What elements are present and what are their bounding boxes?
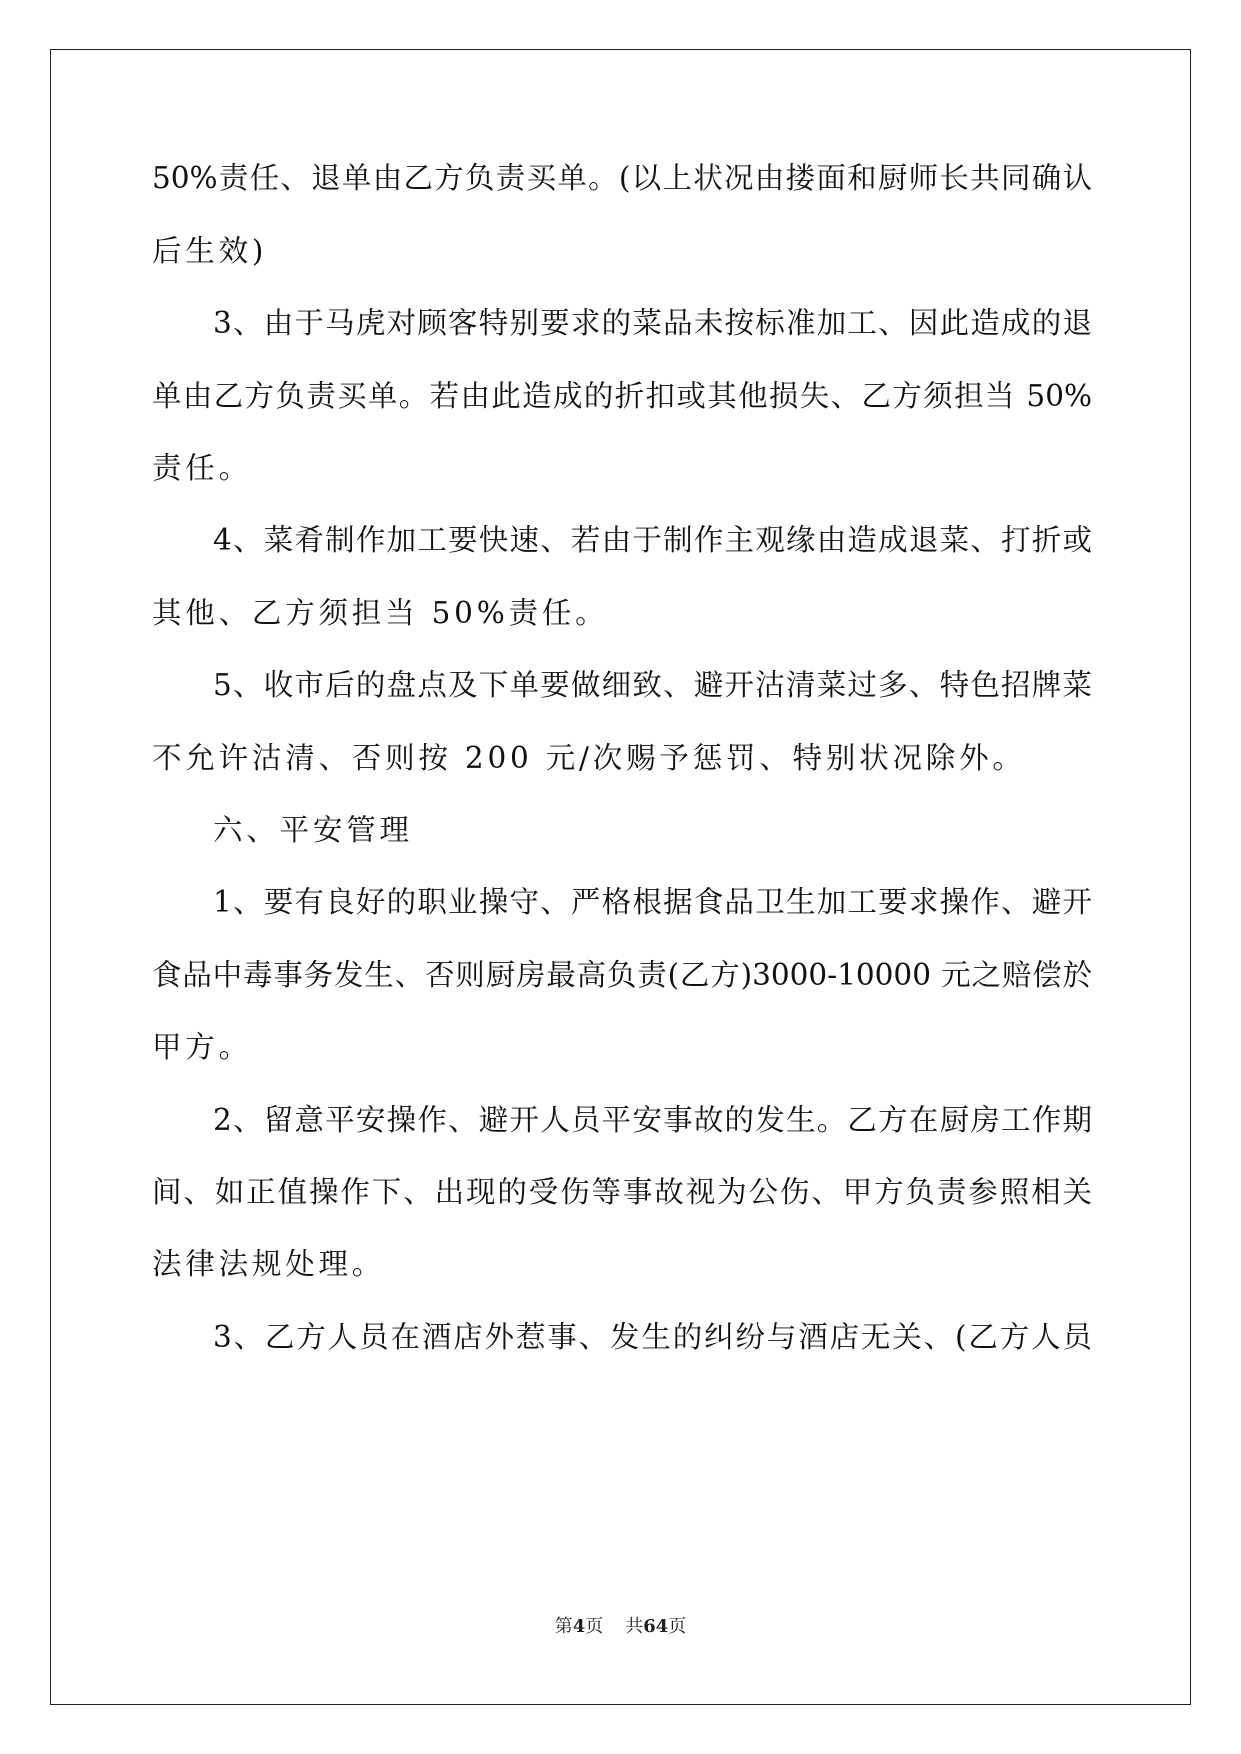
paragraph-line: 法律法规处理。 — [152, 1247, 386, 1281]
paragraph-line: 2、留意平安操作、避开人员平安事故的发生。乙方在厨房工作期 — [213, 1103, 1092, 1137]
paragraph-line: 责任。 — [152, 451, 252, 485]
total-pages: 64 — [643, 1616, 669, 1637]
page-number: 4 — [572, 1616, 586, 1637]
paragraph-line: 不允许沽清、否则按 200 元/次赐予惩罚、特别状况除外。 — [152, 741, 1026, 775]
paragraph-line: 后生效) — [152, 234, 268, 268]
section-heading: 六、平安管理 — [213, 813, 413, 847]
page-footer — [0, 1612, 1241, 1638]
paragraph-line: 50%责任、退单由乙方负责买单。(以上状况由搂面和厨师长共同确认 — [152, 161, 1092, 195]
paragraph-line: 1、要有良好的职业操守、严格根据食品卫生加工要求操作、避开 — [213, 885, 1092, 919]
paragraph-line: 3、乙方人员在酒店外惹事、发生的纠纷与酒店无关、(乙方人员 — [213, 1320, 1092, 1354]
paragraph-line: 间、如正值操作下、出现的受伤等事故视为公伤、甲方负责参照相关 — [152, 1175, 1092, 1209]
page-prefix: 第 — [554, 1616, 573, 1637]
paragraph-line: 单由乙方负责买单。若由此造成的折扣或其他损失、乙方须担当 50% — [152, 379, 1092, 413]
total-suffix: 页 — [668, 1616, 687, 1637]
paragraph-line: 4、菜肴制作加工要快速、若由于制作主观缘由造成退菜、打折或 — [213, 523, 1092, 557]
total-prefix: 共 — [625, 1616, 644, 1637]
paragraph-line: 5、收市后的盘点及下单要做细致、避开沽清菜过多、特色招牌菜 — [213, 668, 1092, 702]
paragraph-line: 食品中毒事务发生、否则厨房最高负责(乙方)3000-10000 元之赔偿於 — [152, 958, 1092, 992]
paragraph-line: 3、由于马虎对顾客特别要求的菜品未按标准加工、因此造成的退 — [213, 306, 1092, 340]
page-suffix: 页 — [585, 1616, 604, 1637]
paragraph-line: 甲方。 — [152, 1030, 252, 1064]
paragraph-line: 其他、乙方须担当 50%责任。 — [152, 596, 609, 630]
